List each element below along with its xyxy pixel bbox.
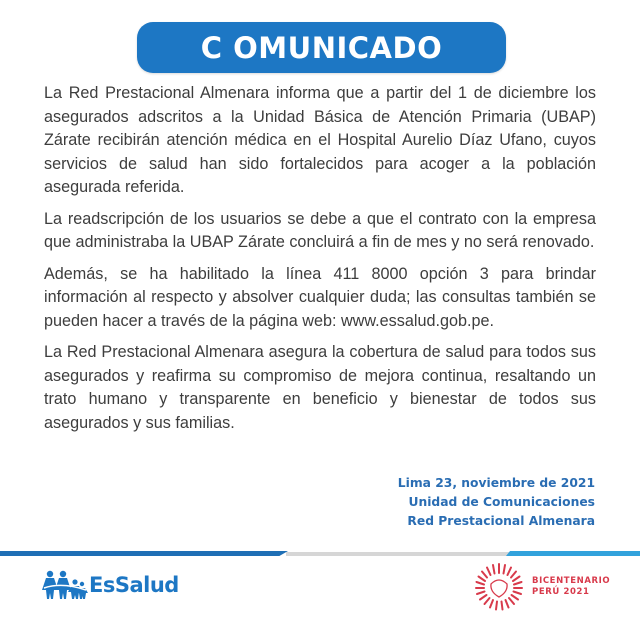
divider-segment-light-blue [506,551,640,556]
bicentenario-line2: PERÚ 2021 [532,587,590,597]
header-banner [137,22,506,73]
signature-unit: Unidad de Comunicaciones [408,495,595,509]
bicentenario-wordmark [532,576,610,598]
family-figures-icon [42,570,88,600]
paragraph-1: La Red Prestacional Almenara informa que a partir del 1 de diciembre los asegurados adscritos a la Unidad Básica de Atención Primaria (UBAP) Zárate recibirán atención médica en el Hospital Aurelio Díaz Ufano, cuyos servicios de salud han sido fortalecidos para acoger a la población asegurada referida. [44,84,596,196]
signature-date: Lima 23, noviembre de 2021 [397,476,595,490]
page-title: C OMUNICADO [200,30,443,65]
divider-segment-gray [286,552,510,556]
essalud-wordmark: EsSalud [89,573,179,597]
communique-body [44,82,596,443]
bicentenario-logo [474,562,610,612]
footer-divider [0,551,640,556]
bicentenario-line1: BICENTENARIO [532,576,611,586]
signature-org: Red Prestacional Almenara [407,514,595,528]
bicentenario-sun-emblem-icon [474,562,524,612]
paragraph-2: La readscripción de los usuarios se debe a que el contrato con la empresa que administraba la UBAP Zárate concluirá a fin de mes y no será renovado. [44,209,596,251]
essalud-logo [42,570,179,600]
paragraph-4: La Red Prestacional Almenara asegura la cobertura de salud para todos sus asegurados y reafirma su compromiso de mejora continua, resaltando un trato humano y transparente en beneficio y bienestar de todos sus asegurados y sus familias. [44,343,596,432]
signature-block [398,474,595,531]
divider-segment-dark-blue [0,551,288,556]
paragraph-3: Además, se ha habilitado la línea 411 8000 opción 3 para brindar información al respecto y absolver cualquier duda; las consultas también se pueden hacer a través de la página web: www.essalud.gob.pe. [44,264,596,330]
